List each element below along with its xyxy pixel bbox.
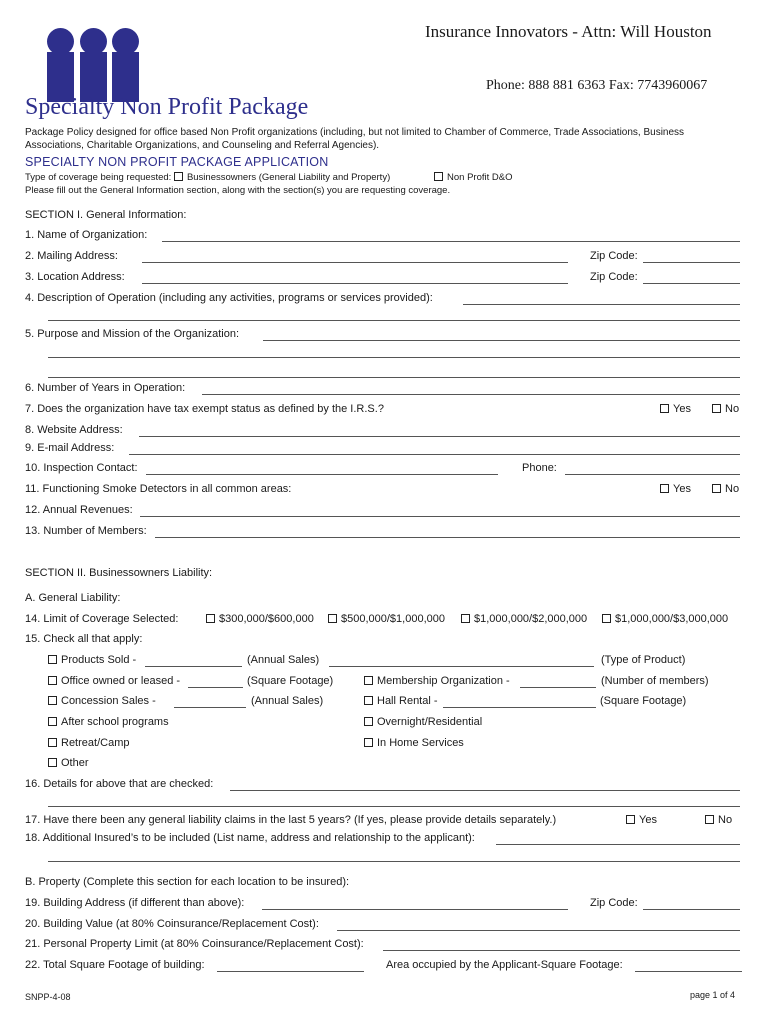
checkbox-after-school[interactable] <box>48 717 57 726</box>
form-code: SNPP-4-08 <box>25 992 71 1002</box>
zip-label-building: Zip Code: <box>590 897 638 909</box>
building-zip-field[interactable] <box>643 909 740 910</box>
q6-label: 6. Number of Years in Operation: <box>25 382 186 394</box>
q17-label: 17. Have there been any general liability claims in the last 5 years? (If yes, please provide details separately.) <box>25 814 557 826</box>
limit-2-label: $500,000/$1,000,000 <box>341 613 445 625</box>
concession-label: Concession Sales - <box>61 695 156 707</box>
annual-revenues-field[interactable] <box>140 516 740 517</box>
logo-figure-1-head <box>47 28 74 55</box>
coverage-type-row <box>25 172 390 183</box>
products-type-field[interactable] <box>329 666 594 667</box>
checkbox-limit-1[interactable] <box>206 614 215 623</box>
q5-label: 5. Purpose and Mission of the Organization: <box>25 328 240 340</box>
location-address-field[interactable] <box>142 283 568 284</box>
no-label: No <box>725 483 740 495</box>
personal-property-field[interactable] <box>383 950 740 951</box>
limit-1-label: $300,000/$600,000 <box>219 613 314 625</box>
q2-label: 2. Mailing Address: <box>25 250 118 262</box>
limit-3-label: $1,000,000/$2,000,000 <box>474 613 588 625</box>
concession-item <box>48 695 156 707</box>
office-item <box>48 675 180 687</box>
products-sold-item <box>48 654 136 666</box>
q15-label: 15. Check all that apply: <box>25 633 143 645</box>
checkbox-tax-exempt-yes[interactable] <box>660 404 669 413</box>
q18-label: 18. Additional Insured’s to be included (List name, address and relationship to the applicant): <box>25 832 475 844</box>
mailing-zip-field[interactable] <box>643 262 740 263</box>
building-value-field[interactable] <box>337 930 740 931</box>
number-of-members-field[interactable] <box>155 537 740 538</box>
mission-field-3[interactable] <box>48 377 740 378</box>
organization-name-field[interactable] <box>162 241 740 242</box>
zip-label-mailing: Zip Code: <box>590 250 638 262</box>
checkbox-products-sold[interactable] <box>48 655 57 664</box>
mailing-address-field[interactable] <box>142 262 568 263</box>
q14-label: 14. Limit of Coverage Selected: <box>25 613 179 625</box>
products-sold-label: Products Sold - <box>61 654 137 666</box>
q20-label: 20. Building Value (at 80% Coinsurance/Replacement Cost): <box>25 918 319 930</box>
additional-insured-field-2[interactable] <box>48 861 740 862</box>
q10-label: 10. Inspection Contact: <box>25 462 138 474</box>
limit-option-4 <box>602 613 728 625</box>
section1-heading: SECTION I. General Information: <box>25 209 187 221</box>
application-title: SPECIALTY NON PROFIT PACKAGE APPLICATION <box>25 155 329 169</box>
additional-insured-field-1[interactable] <box>496 844 740 845</box>
annual-sales-label-1: (Annual Sales) <box>247 654 320 666</box>
details-field-2[interactable] <box>48 806 740 807</box>
years-in-operation-field[interactable] <box>202 394 740 395</box>
membership-label: Membership Organization - <box>377 675 510 687</box>
property-heading: B. Property (Complete this section for each location to be insured): <box>25 876 350 888</box>
checkbox-other[interactable] <box>48 758 57 767</box>
number-of-members-label: (Number of members) <box>601 675 709 687</box>
logo-figure-2-head <box>80 28 107 55</box>
total-sqft-field[interactable] <box>217 971 364 972</box>
q19-label: 19. Building Address (if different than above): <box>25 897 245 909</box>
section2-heading: SECTION II. Businessowners Liability: <box>25 567 213 579</box>
checkbox-limit-2[interactable] <box>328 614 337 623</box>
limit-4-label: $1,000,000/$3,000,000 <box>615 613 729 625</box>
in-home-label: In Home Services <box>377 737 464 749</box>
annual-sales-label-2: (Annual Sales) <box>251 695 324 707</box>
membership-item <box>364 675 510 687</box>
products-annual-sales-field[interactable] <box>145 666 242 667</box>
no-label: No <box>725 403 740 415</box>
office-label: Office owned or leased - <box>61 675 181 687</box>
email-field[interactable] <box>129 454 740 455</box>
office-sqft-field[interactable] <box>188 687 243 688</box>
checkbox-non-profit-dno[interactable] <box>434 172 443 181</box>
description-field-1[interactable] <box>463 304 740 305</box>
q7-label: 7. Does the organization have tax exempt status as defined by the I.R.S.? <box>25 403 384 415</box>
q17-no <box>705 814 732 826</box>
type-of-product-label: (Type of Product) <box>601 654 686 666</box>
q13-label: 13. Number of Members: <box>25 525 147 537</box>
checkbox-smoke-no[interactable] <box>712 484 721 493</box>
q4-label: 4. Description of Operation (including any activities, programs or services provided): <box>25 292 433 304</box>
no-label: No <box>718 814 733 826</box>
fill-note: Please fill out the General Information section, along with the section(s) you are requesting coverage. <box>25 185 451 196</box>
q11-no <box>712 483 739 495</box>
checkbox-retreat[interactable] <box>48 738 57 747</box>
q7-yes <box>660 403 691 415</box>
q8-label: 8. Website Address: <box>25 424 123 436</box>
logo-figure-3-head <box>112 28 139 55</box>
checkbox-limit-4[interactable] <box>602 614 611 623</box>
sqft-label-2: (Square Footage) <box>600 695 687 707</box>
after-school-item <box>48 716 169 728</box>
checkbox-concession[interactable] <box>48 696 57 705</box>
after-school-label: After school programs <box>61 716 169 728</box>
overnight-item <box>364 716 482 728</box>
q3-label: 3. Location Address: <box>25 271 125 283</box>
page-title: Specialty Non Profit Package <box>25 94 309 120</box>
retreat-label: Retreat/Camp <box>61 737 130 749</box>
location-zip-field[interactable] <box>643 283 740 284</box>
q16-label: 16. Details for above that are checked: <box>25 778 214 790</box>
hall-rental-label: Hall Rental - <box>377 695 438 707</box>
q11-label: 11. Functioning Smoke Detectors in all common areas: <box>25 483 292 495</box>
checkbox-tax-exempt-no[interactable] <box>712 404 721 413</box>
checkbox-claims-yes[interactable] <box>626 815 635 824</box>
q7-no <box>712 403 739 415</box>
yes-label: Yes <box>639 814 657 826</box>
checkbox-hall-rental[interactable] <box>364 696 373 705</box>
mission-field-2[interactable] <box>48 357 740 358</box>
q12-label: 12. Annual Revenues: <box>25 504 133 516</box>
hall-rental-item <box>364 695 438 707</box>
retreat-item <box>48 737 129 749</box>
coverage-label: Type of coverage being requested: <box>25 172 172 183</box>
sqft-label-1: (Square Footage) <box>247 675 334 687</box>
description-field-2[interactable] <box>48 320 740 321</box>
contact-info: Phone: 888 881 6363 Fax: 7743960067 <box>486 78 708 93</box>
coverage-dno-label: Non Profit D&O <box>447 172 513 183</box>
website-field[interactable] <box>139 436 740 437</box>
company-name: Insurance Innovators - Attn: Will Houston <box>425 22 712 41</box>
checkbox-smoke-yes[interactable] <box>660 484 669 493</box>
mission-field-1[interactable] <box>263 340 740 341</box>
in-home-item <box>364 737 464 749</box>
building-address-field[interactable] <box>262 909 568 910</box>
details-field-1[interactable] <box>230 790 740 791</box>
q9-label: 9. E-mail Address: <box>25 442 115 454</box>
limit-option-1 <box>206 613 314 625</box>
page-number: page 1 of 4 <box>690 990 736 1000</box>
zip-label-location: Zip Code: <box>590 271 638 283</box>
checkbox-limit-3[interactable] <box>461 614 470 623</box>
checkbox-overnight[interactable] <box>364 717 373 726</box>
q17-yes <box>626 814 657 826</box>
phone-label: Phone: <box>522 462 557 474</box>
checkbox-membership[interactable] <box>364 676 373 685</box>
yes-label: Yes <box>673 483 691 495</box>
yes-label: Yes <box>673 403 691 415</box>
checkbox-businessowners[interactable] <box>174 172 183 181</box>
coverage-dno <box>434 172 512 183</box>
hall-sqft-field[interactable] <box>443 707 596 708</box>
q11-yes <box>660 483 691 495</box>
other-label: Other <box>61 757 89 769</box>
checkbox-in-home[interactable] <box>364 738 373 747</box>
membership-count-field[interactable] <box>520 687 596 688</box>
limit-option-2 <box>328 613 445 625</box>
checkbox-claims-no[interactable] <box>705 815 714 824</box>
q1-label: 1. Name of Organization: <box>25 229 148 241</box>
concession-sales-field[interactable] <box>174 707 246 708</box>
intro-text: Package Policy designed for office based Non Profit organizations (including, but not limited to Chamber of Commerce, Trade Associations, Business Associations, Charitable Organizations, and Counseling and Referral Agencies). <box>25 127 685 151</box>
area-occupied-field[interactable] <box>635 971 742 972</box>
q22-label: 22. Total Square Footage of building: <box>25 959 205 971</box>
inspection-contact-field[interactable] <box>146 474 498 475</box>
coverage-businessowners-label: Businessowners (General Liability and Property) <box>186 172 391 183</box>
area-occupied-label: Area occupied by the Applicant-Square Footage: <box>386 959 623 971</box>
other-item <box>48 757 89 769</box>
q21-label: 21. Personal Property Limit (at 80% Coinsurance/Replacement Cost): <box>25 938 364 950</box>
checkbox-office[interactable] <box>48 676 57 685</box>
inspection-phone-field[interactable] <box>565 474 740 475</box>
limit-option-3 <box>461 613 587 625</box>
general-liability-heading: A. General Liability: <box>25 592 121 604</box>
overnight-label: Overnight/Residential <box>377 716 483 728</box>
